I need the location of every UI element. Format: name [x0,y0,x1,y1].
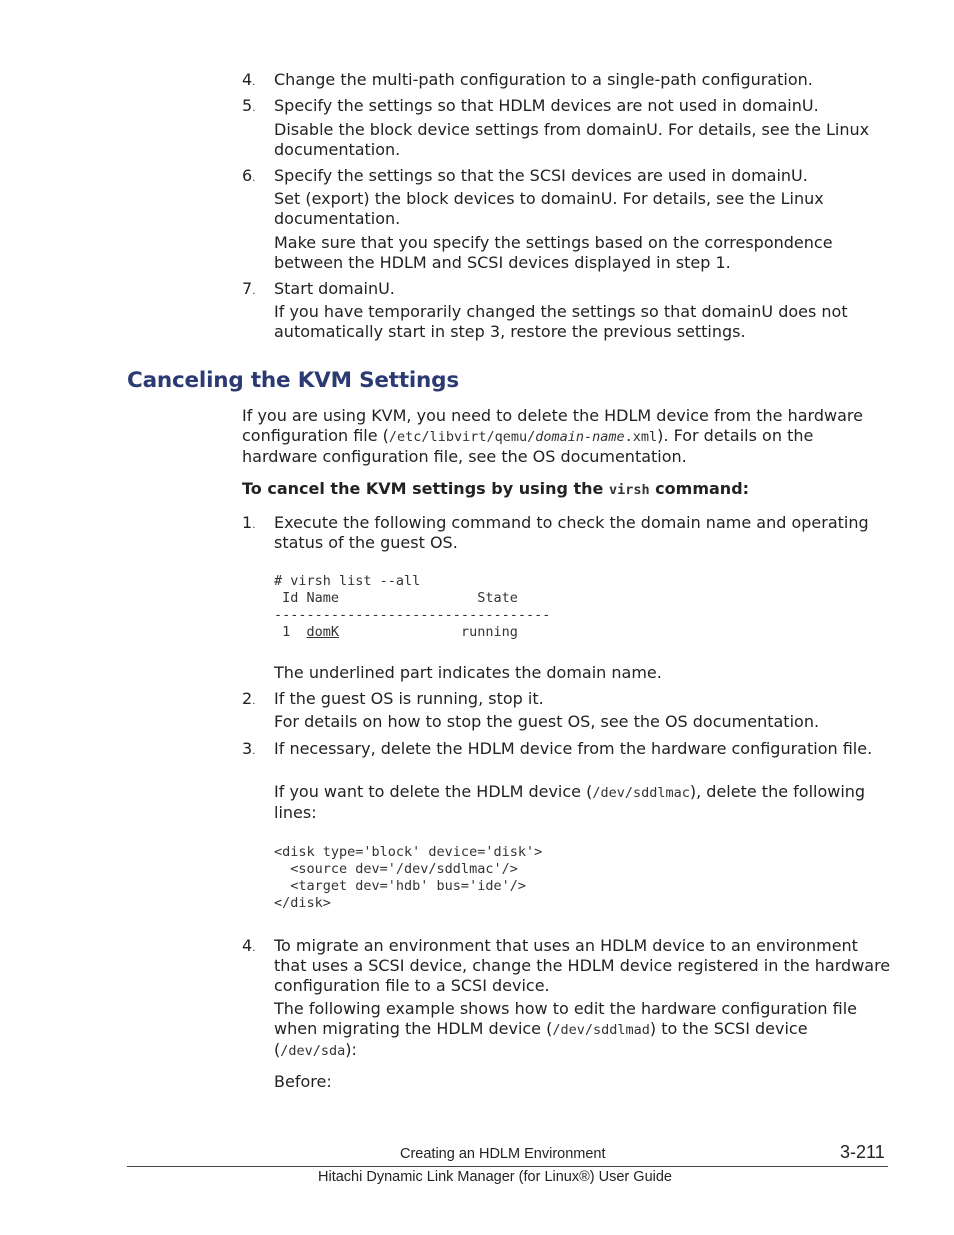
domain-name-underlined: domK [306,624,340,640]
step-number: 6. [242,166,256,185]
code-block-virsh-list: # virsh list --all Id Name State ---------------------------------- 1 domK running [274,573,551,640]
step-detail: If you want to delete the HDLM device (/dev/sddlmac), delete the following lines: [274,782,866,822]
step-detail: Set (export) the block devices to domainU. For details, see the Linux documentation. [274,189,824,228]
page-number: 3-211 [840,1142,885,1162]
step-text: If necessary, delete the HDLM device from the hardware configuration file. [274,739,873,758]
section-heading: Canceling the KVM Settings [127,368,459,393]
footer-guide-title: Hitachi Dynamic Link Manager (for Linux®) User Guide [318,1169,672,1185]
step-number: 4. [242,70,256,89]
before-label: Before: [274,1072,332,1091]
step-number: 1. [242,513,256,532]
step-number: 5. [242,96,256,115]
step-text: If the guest OS is running, stop it. [274,689,544,708]
config-file-path: /etc/libvirt/qemu/domain-name.xml [388,429,658,445]
step-text: Specify the settings so that HDLM devices are not used in domainU. [274,96,819,115]
step-text: Start domainU. [274,279,395,298]
step-text: Execute the following command to check the domain name and operating status of the guest OS. [274,513,869,552]
step-detail: The following example shows how to edit the hardware configuration file when migrating the HDLM device (/dev/sddlmad) to the SCSI device (/dev/sda): [274,999,858,1059]
code-block-disk-xml: <disk type='block' device='disk'> <source dev='/dev/sddlmac'/> <target dev='hdb' bus='ide'/> </disk> [274,844,543,911]
step-detail: The underlined part indicates the domain name. [274,663,662,682]
section-intro: If you are using KVM, you need to delete the HDLM device from the hardware configuration file (/etc/libvirt/qemu/domain-name.xml). For details on the hardware configuration file, see the OS documentation. [242,406,863,466]
step-detail: If you have temporarily changed the settings so that domainU does not automatically start in step 3, restore the previous settings. [274,302,848,341]
step-detail: Disable the block device settings from domainU. For details, see the Linux documentation. [274,120,870,159]
step-number: 3. [242,739,256,758]
step-number: 2. [242,689,256,708]
step-number: 7. [242,279,256,298]
step-text: Specify the settings so that the SCSI devices are used in domainU. [274,166,808,185]
footer-chapter: Creating an HDLM Environment [400,1146,606,1162]
footer-divider [127,1166,888,1167]
procedure-title: To cancel the KVM settings by using the virsh command: [242,479,750,498]
step-detail: For details on how to stop the guest OS, see the OS documentation. [274,712,820,731]
step-text: To migrate an environment that uses an HDLM device to an environment that uses a SCSI device, change the HDLM device registered in the hardware configuration file to a SCSI device. [274,936,891,995]
step-detail: Make sure that you specify the settings based on the correspondence between the HDLM and SCSI devices displayed in step 1. [274,233,833,272]
step-text: Change the multi-path configuration to a single-path configuration. [274,70,813,89]
step-number: 4. [242,936,256,955]
